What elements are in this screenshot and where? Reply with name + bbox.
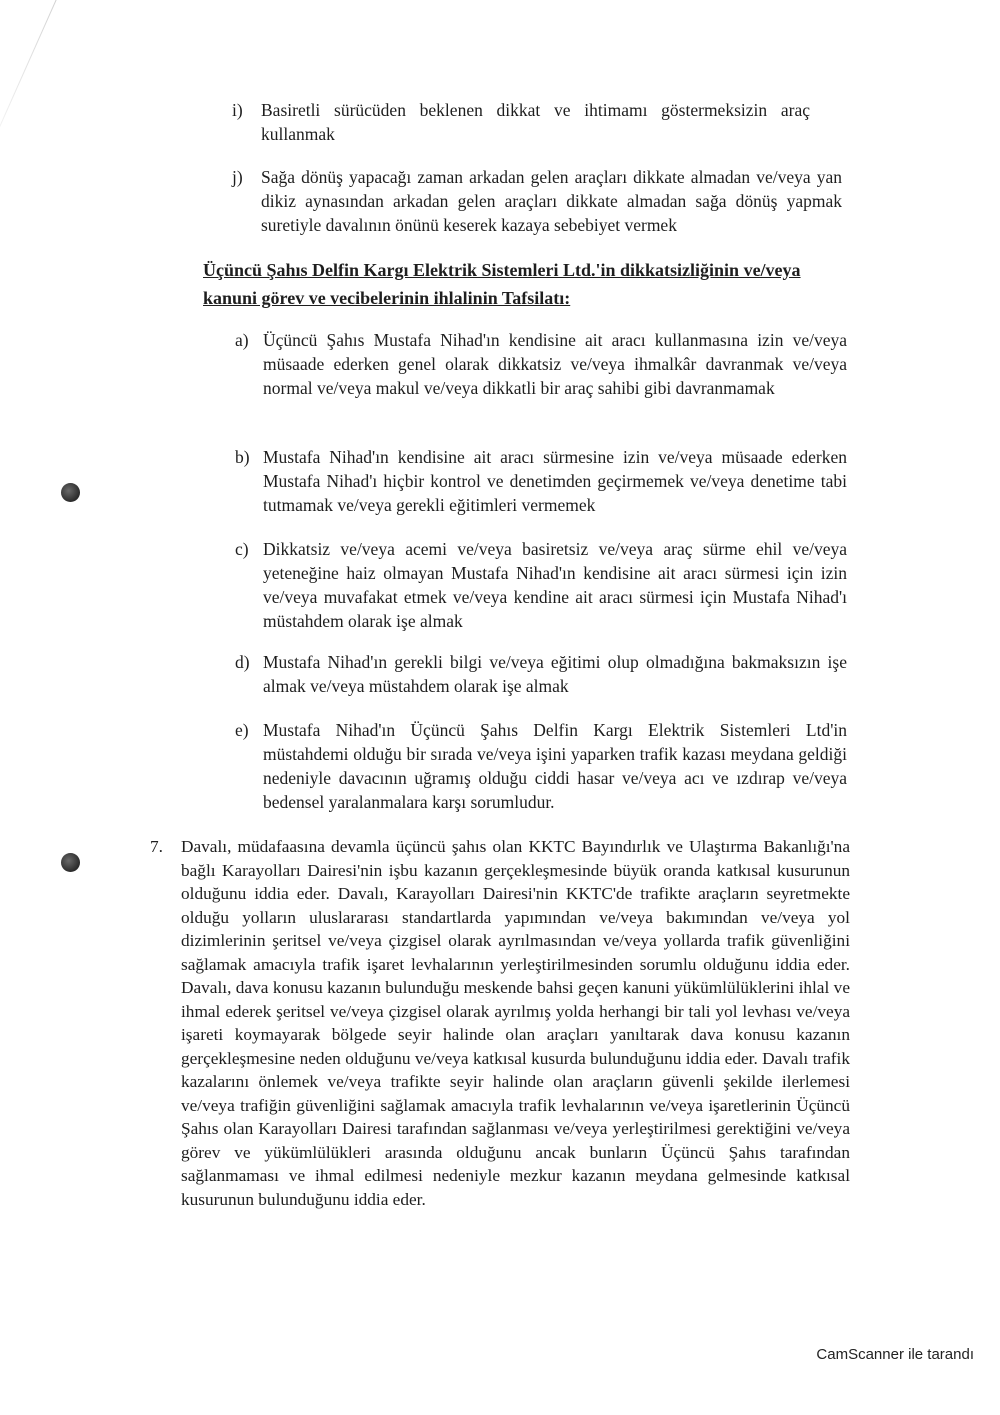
list-item-text: Basiretli sürücüden beklenen dikkat ve ihtimamı göstermeksizin araç kullanmak (261, 100, 810, 144)
list-item-text: Sağa dönüş yapacağı zaman arkadan gelen araçları dikkate almadan ve/veya yan dikiz aynasından arkadan gelen araçları dikkate almadan sağa dönüş yapmak suretiyle davalının önünü keserek kazaya sebebiyet vermek (261, 167, 842, 235)
list-item-d (235, 650, 847, 698)
scanner-watermark: CamScanner ile tarandı (816, 1346, 974, 1363)
list-item-c (235, 537, 847, 633)
punch-hole-top (61, 483, 80, 502)
list-item-e (235, 718, 847, 814)
paragraph-7 (150, 835, 850, 1211)
list-item-a (235, 328, 847, 400)
list-marker: e) (235, 720, 249, 740)
list-item-i (232, 98, 810, 146)
section-heading: Üçüncü Şahıs Delfin Kargı Elektrik Sistemleri Ltd.'in dikkatsizliğinin ve/veya kanuni görev ve vecibelerinin ihlalinin Tafsilatı: (203, 260, 801, 308)
scan-edge-line (0, 0, 61, 173)
paragraph-number: 7. (150, 837, 163, 856)
list-marker: b) (235, 447, 250, 467)
list-marker: a) (235, 330, 249, 350)
list-marker: c) (235, 539, 249, 559)
paragraph-text: Davalı, müdafaasına devamla üçüncü şahıs olan KKTC Bayındırlık ve Ulaştırma Bakanlığı'na bağlı Karayolları Dairesi'nin işbu kazanın gerçekleşmesinde büyük oranda katkısal kusurunun olduğunu iddia eder. Davalı, Karayolları Dairesi'nin KKTC'de trafikte araçların seyretmekte olduğu yolların uluslararası standartlarda yapımından ve/veya bakımından ve/veya yol dizimlerinin şeritsel ve/veya çizgisel olarak ayrılmasından ve/veya yollarda trafik güvenliğini sağlamak amacıyla trafik işaret levhalarının yerleştirilmesinden sorumlu olduğunu iddia eder. Davalı, dava konusu kazanın bulunduğu meskende bahsi geçen kanuni yükümlülüklerini ihlal ve ihmal ederek şeritsel ve/veya çizgisel olarak ayrılmış yolda herhangi bir tali yol levhası ve/veya işareti koymayarak bölgede seyir halinde olan araçları yanıltarak dava konusu kazanın gerçekleşmesine neden olduğunu ve/veya katkısal kusurda bulunduğunu iddia eder. Davalı trafik kazalarını önlemek ve/veya trafikte seyir halinde olan araçların güvenli şekilde ilerlemesi ve/veya trafiğin güvenliğini sağlamak amacıyla trafik levhalarının ve/veya işaretlerinin Üçüncü Şahıs olan Karayolları Dairesi tarafından sağlanması ve/veya yerleştirilmesi gerektiğini ve/veya görev ve yükümlülükleri arasında olduğunu ancak bunların Üçüncü Şahıs tarafından sağlanmaması ve ihmal edilmesi nedeniyle mezkur kazanın meydana gelmesinde katkısal kusurunun bulunduğunu iddia eder. (181, 837, 850, 1209)
list-marker: d) (235, 652, 250, 672)
list-item-text: Dikkatsiz ve/veya acemi ve/veya basiretsiz ve/veya araç sürme ehil ve/veya yeteneğine haiz olmayan Mustafa Nihad'ın kendisine ait aracı sürmesi için izin ve/veya muvafakat etmek ve/veya kendine ait aracı sürmesi için Mustafa Nihad'ı müstahdem olarak işe almak (263, 539, 847, 631)
punch-hole-bottom (61, 853, 80, 872)
list-item-text: Mustafa Nihad'ın kendisine ait aracı sürmesine izin ve/veya müsaade ederken Mustafa Nihad'ı hiçbir kontrol ve denetimden geçirmemek ve/veya denetime tabi tutmamak ve/veya gerekli eğitimleri vermemek (263, 447, 847, 515)
list-item-j (232, 165, 842, 237)
list-item-text: Üçüncü Şahıs Mustafa Nihad'ın kendisine ait aracı kullanmasına izin ve/veya müsaade ederken genel olarak dikkatsiz ve/veya ihmalkâr davranmak ve/veya normal ve/veya makul ve/veya dikkatli bir araç sahibi gibi davranmamak (263, 330, 847, 398)
list-marker: j) (232, 167, 243, 187)
list-item-text: Mustafa Nihad'ın gerekli bilgi ve/veya eğitimi olup olmadığına bakmaksızın işe almak ve/veya müstahdem olarak işe almak (263, 652, 847, 696)
list-item-text: Mustafa Nihad'ın Üçüncü Şahıs Delfin Kargı Elektrik Sistemleri Ltd'in müstahdemi olduğu bir sırada ve/veya işini yaparken trafik kazası meydana geldiği nedeniyle davacının uğramış olduğu ciddi hasar ve/veya acı ve ızdırap ve/veya bedensel yaralanmalara karşı sorumludur. (263, 720, 847, 812)
list-marker: i) (232, 100, 243, 120)
list-item-b (235, 445, 847, 517)
